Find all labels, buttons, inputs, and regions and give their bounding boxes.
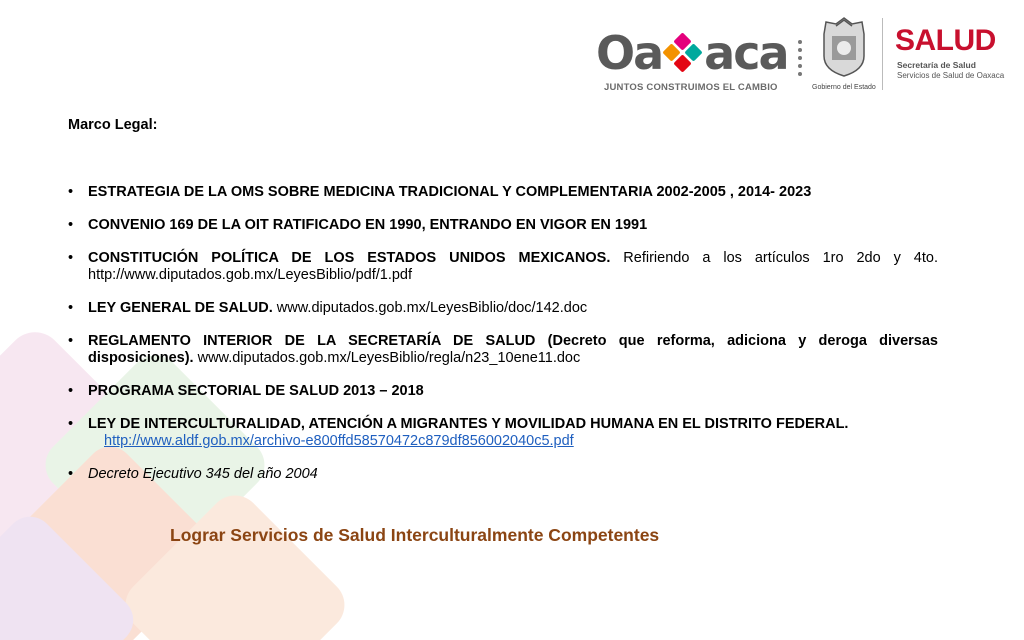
aldf-pdf-link[interactable]: http://www.aldf.gob.mx/archivo-e800ffd58570472c879df856002040c5.pdf (104, 433, 574, 449)
bullet: • (68, 383, 74, 399)
salud-subtitle-1: Secretaría de Salud (897, 60, 976, 70)
separator-dots (798, 40, 802, 80)
oaxaca-logo-left: Oa (596, 26, 663, 80)
item-bold-text: LEY GENERAL DE SALUD. (88, 300, 273, 316)
oaxaca-logo-right: aca (704, 26, 788, 80)
list-item (68, 250, 938, 284)
salud-logo: SALUD (895, 24, 996, 57)
gov-caption: Gobierno del Estado (812, 84, 876, 91)
legal-framework (68, 117, 938, 499)
bullet: • (68, 416, 74, 432)
item-bold-text: CONSTITUCIÓN POLÍTICA DE LOS ESTADOS UNIDOS MEXICANOS. (88, 250, 611, 266)
bullet: • (68, 300, 74, 316)
bullet: • (68, 333, 74, 349)
item-bold-text: CONVENIO 169 DE LA OIT RATIFICADO EN 1990, ENTRANDO EN VIGOR EN 1991 (88, 217, 648, 233)
bullet: • (68, 217, 74, 233)
item-text: Refiriendo a los artículos 1ro 2do y 4to. http://www.diputados.gob.mx/LeyesBiblio/pdf/1.pdf (88, 250, 938, 283)
item-italic-text: Decreto Ejecutivo 345 del año 2004 (88, 466, 318, 482)
section-title: Marco Legal: (68, 117, 158, 133)
bullet: • (68, 184, 74, 200)
list-item (68, 416, 938, 450)
list-item (68, 383, 938, 400)
item-bold-text: ESTRATEGIA DE LA OMS SOBRE MEDICINA TRADICIONAL Y COMPLEMENTARIA 2002-2005 , 2014- 2023 (88, 184, 812, 200)
list-item (68, 300, 938, 317)
list-item (68, 217, 938, 234)
slogan: Lograr Servicios de Salud Interculturalmente Competentes (170, 525, 660, 545)
oaxaca-logo (596, 26, 788, 80)
item-bold-text: REGLAMENTO INTERIOR DE LA SECRETARÍA DE SALUD (Decreto que reforma, adiciona y deroga diversas disposiciones). (88, 333, 938, 366)
header-logos (590, 10, 1010, 100)
list-item (68, 466, 938, 483)
coat-of-arms-icon (818, 16, 870, 78)
bullet: • (68, 466, 74, 482)
list-item (68, 333, 938, 367)
oaxaca-diamond-icon (663, 33, 703, 73)
legal-list (68, 184, 938, 483)
logo-divider (882, 18, 883, 90)
oaxaca-tagline: JUNTOS CONSTRUIMOS EL CAMBIO (604, 82, 778, 93)
item-text: www.diputados.gob.mx/LeyesBiblio/doc/142.doc (272, 300, 588, 316)
list-item (68, 184, 938, 201)
bullet: • (68, 250, 74, 266)
salud-subtitle-2: Servicios de Salud de Oaxaca (897, 71, 1005, 80)
item-bold-text: LEY DE INTERCULTURALIDAD, ATENCIÓN A MIGRANTES Y MOVILIDAD HUMANA EN EL DISTRITO FEDERAL. (88, 416, 849, 432)
item-bold-text: PROGRAMA SECTORIAL DE SALUD 2013 – 2018 (88, 383, 424, 399)
item-text: www.diputados.gob.mx/LeyesBiblio/regla/n23_10ene11.doc (193, 350, 581, 366)
